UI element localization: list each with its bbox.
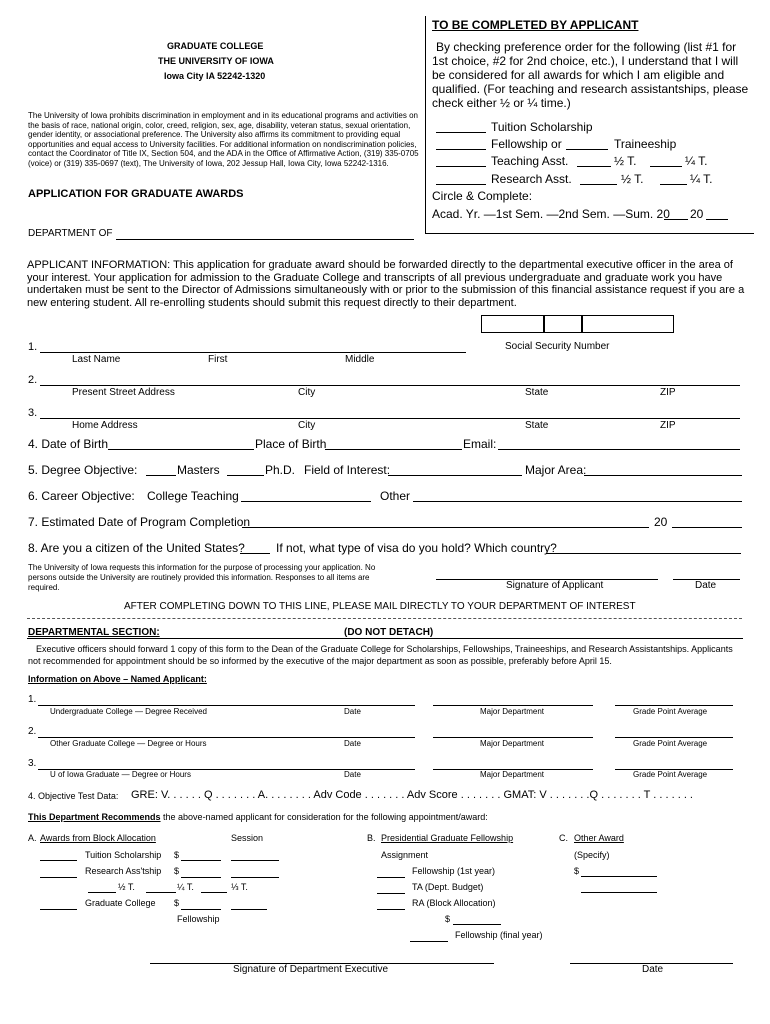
session-heading: Session <box>231 833 264 843</box>
ssn-box-2[interactable] <box>543 315 583 333</box>
traineeship-label: Traineeship <box>614 137 677 151</box>
program-completion-field[interactable] <box>242 527 649 528</box>
a-half-label: ½ T. <box>118 882 135 892</box>
ug-date-label: Date <box>344 707 361 716</box>
executive-date-label: Date <box>642 964 664 975</box>
recommends-line <box>28 812 488 822</box>
presidential-heading: Presidential Graduate Fellowship <box>381 833 514 843</box>
a-third-field[interactable] <box>201 892 227 893</box>
phd-check-field[interactable] <box>227 475 264 476</box>
ug-major-field[interactable] <box>433 705 593 706</box>
other-grad-label: Other Graduate College — Degree or Hours <box>50 739 207 748</box>
home-address-label: Home Address <box>72 420 138 431</box>
career-objective-label: 6. Career Objective: <box>28 489 135 503</box>
dept-row-3-number: 3. <box>28 758 37 769</box>
phd-label: Ph.D. <box>265 463 296 477</box>
college-teaching-field[interactable] <box>241 501 371 502</box>
fellowship-pref-field[interactable] <box>436 149 486 150</box>
row-1-number: 1. <box>28 341 38 353</box>
other-grad-major-label: Major Department <box>480 739 545 748</box>
ssn-box-3[interactable] <box>581 315 674 333</box>
research-asst-label: Research Asst. <box>491 172 572 186</box>
research-half-field[interactable] <box>580 184 617 185</box>
other-grad-gpa-label: Grade Point Average <box>633 739 708 748</box>
department-field[interactable] <box>116 239 414 240</box>
traineeship-pref-field[interactable] <box>566 149 608 150</box>
degree-objective-label: 5. Degree Objective: <box>28 463 138 477</box>
research-quarter-label: ¼ T. <box>690 172 713 186</box>
assignment-label: Assignment <box>381 850 429 860</box>
other-award-heading: Other Award <box>574 833 624 843</box>
executive-note: Executive officers should forward 1 copy of this form to the Dean of the Graduate College for Scholarships, Fellowships, Traineeships, and Research Assistantships. Applicants not recommended for appointment should be so informed by the executive of the major department as soon as possible, preferably before April 15. <box>28 644 733 666</box>
section-b-letter: B. <box>367 833 376 843</box>
c-amount-field[interactable] <box>581 876 657 877</box>
citizen-question: 8. Are you a citizen of the United States? <box>28 541 245 555</box>
b-ra-check[interactable] <box>377 909 405 910</box>
home-state-label: State <box>525 420 549 431</box>
section-c-letter: C. <box>559 833 568 843</box>
ui-grad-label: U of Iowa Graduate — Degree or Hours <box>50 770 191 779</box>
completion-year-prefix: 20 <box>654 515 668 529</box>
dept-row-2-number: 2. <box>28 726 37 737</box>
present-street-label: Present Street Address <box>72 387 175 398</box>
ssn-label: Social Security Number <box>505 341 610 352</box>
other-career-field[interactable] <box>413 501 742 502</box>
test-data-label: 4. Objective Test Data: <box>28 791 119 801</box>
ssn-box-1[interactable] <box>481 315 545 333</box>
b-ta-check[interactable] <box>377 893 405 894</box>
visa-answer-field[interactable] <box>546 553 741 554</box>
form-title: APPLICATION FOR GRADUATE AWARDS <box>28 188 244 200</box>
mail-notice: AFTER COMPLETING DOWN TO THIS LINE, PLEASE MAIL DIRECTLY TO YOUR DEPARTMENT OF INTEREST <box>124 601 636 612</box>
research-pref-field[interactable] <box>436 184 486 185</box>
privacy-note: The University of Iowa requests this information for the purpose of processing your application. No persons outside the University are routinely provided this information. Responses to all items are required. <box>28 563 376 592</box>
home-zip-label: ZIP <box>660 420 676 431</box>
b-dollar: $ <box>445 914 451 924</box>
a-quarter-label: ¼ T. <box>177 882 194 892</box>
first-name-label: First <box>208 354 228 365</box>
test-data-values[interactable]: GRE: V. . . . . . Q . . . . . . . A. . . . . . . . Adv Code . . . . . . . Adv Score . . . . . . . GMAT: V . . . . . . .Q . . . . . . . T . . . . . . . <box>131 789 693 801</box>
circle-complete-label: Circle & Complete: <box>432 189 533 203</box>
a-third-label: ⅓ T. <box>231 882 248 892</box>
applicant-signature-label: Signature of Applicant <box>506 580 604 591</box>
executive-signature-label: Signature of Department Executive <box>233 964 389 975</box>
a-tuition-amount[interactable] <box>181 860 221 861</box>
research-half-label: ½ T. <box>621 172 644 186</box>
do-not-detach: (DO NOT DETACH) <box>344 627 434 638</box>
other-career-label: Other <box>380 489 411 503</box>
present-city-label: City <box>298 387 316 398</box>
year-field-1[interactable] <box>664 219 688 220</box>
departmental-section-title: DEPARTMENTAL SECTION: <box>28 627 160 638</box>
year-prefix-2: 20 <box>690 207 704 221</box>
home-city-label: City <box>298 420 316 431</box>
other-grad-gpa-field[interactable] <box>615 737 733 738</box>
tear-line <box>27 618 742 619</box>
ug-gpa-label: Grade Point Average <box>633 707 708 716</box>
a-quarter-field[interactable] <box>146 892 176 893</box>
b-fellowship-final-label: Fellowship (final year) <box>455 930 543 940</box>
awards-block-heading: Awards from Block Allocation <box>40 833 156 843</box>
citizen-answer-field[interactable] <box>240 553 270 554</box>
a-research-label: Research Ass'tship <box>85 866 162 876</box>
masters-label: Masters <box>177 463 220 477</box>
a-research-dollar: $ <box>174 866 180 876</box>
departmental-rule <box>27 638 743 639</box>
ui-grad-major-label: Major Department <box>480 770 545 779</box>
row-2-number: 2. <box>28 374 38 386</box>
university-city: Iowa City IA 52242-1320 <box>164 71 266 81</box>
a-tuition-dollar: $ <box>174 850 180 860</box>
info-heading: Information on Above – Named Applicant: <box>28 674 207 684</box>
email-field[interactable] <box>498 449 740 450</box>
teaching-asst-label: Teaching Asst. <box>491 154 569 168</box>
other-grad-major-field[interactable] <box>433 737 593 738</box>
teaching-half-field[interactable] <box>577 166 611 167</box>
ug-major-label: Major Department <box>480 707 545 716</box>
b-amount-field[interactable] <box>453 924 501 925</box>
research-quarter-field[interactable] <box>660 184 687 185</box>
specify-label: (Specify) <box>574 850 610 860</box>
teaching-quarter-field[interactable] <box>650 166 682 167</box>
a-gradcollege-dollar: $ <box>174 898 180 908</box>
applicant-date-label: Date <box>695 580 717 591</box>
dept-row-1-number: 1. <box>28 694 37 705</box>
college-teaching-label: College Teaching <box>147 489 239 503</box>
college-name: GRADUATE COLLEGE <box>167 41 264 51</box>
other-grad-field[interactable] <box>38 737 415 738</box>
a-fellowship-label: Fellowship <box>177 914 220 924</box>
major-area-field[interactable] <box>584 475 742 476</box>
field-of-interest-label: Field of Interest: <box>304 463 391 477</box>
year-field-2[interactable] <box>706 219 728 220</box>
teaching-half-label: ½ T. <box>614 154 637 168</box>
place-of-birth-label: Place of Birth <box>255 437 327 451</box>
a-tuition-check[interactable] <box>40 860 77 861</box>
preference-instructions: By checking preference order for the following (list #1 for 1st choice, #2 for 2nd choice, etc.), I understand that I will be considered for all awards for which I am eligible and qualified. (For teaching and research assistantships, please check either ½ or ¼ time.) <box>432 40 749 110</box>
visa-question: If not, what type of visa do you hold? Which country? <box>276 541 557 555</box>
b-ta-label: TA (Dept. Budget) <box>412 882 484 892</box>
tuition-scholarship-label: Tuition Scholarship <box>491 120 593 134</box>
date-of-birth-field[interactable] <box>108 449 254 450</box>
b-fellowship-final-check[interactable] <box>410 941 448 942</box>
ug-gpa-field[interactable] <box>615 705 733 706</box>
ug-college-label: Undergraduate College — Degree Received <box>50 707 207 716</box>
present-zip-label: ZIP <box>660 387 676 398</box>
department-label: DEPARTMENT OF <box>28 228 113 239</box>
masters-check-field[interactable] <box>146 475 176 476</box>
a-gradcollege-session[interactable] <box>231 909 267 910</box>
c-specify-field[interactable] <box>581 892 657 893</box>
tuition-pref-field[interactable] <box>436 132 486 133</box>
applicant-box-border <box>425 16 426 233</box>
middle-name-label: Middle <box>345 354 375 365</box>
nondiscrimination-statement: The University of Iowa prohibits discrimination in employment and in its educational programs and activities on the basis of race, national origin, color, creed, religion, sex, age, disability, veteran status, sexual orientation, gender identity, or associational preference. The University also affirms its commitment to providing equal opportunities and equal access to University facilities. For additional information on nondiscrimination policies, contact the Coordinator of Title IX, Section 504, and the ADA in the Office of Affirmative Action, (319) 335-0705 (voice) or (319) 335-0697 (text), The University of Iowa, 202 Jessup Hall, Iowa City, Iowa 52242-1316. <box>28 111 419 168</box>
recommends-rest: the above-named applicant for consideration for the following appointment/award: <box>160 812 488 822</box>
home-address-field[interactable] <box>40 418 740 419</box>
a-research-amount[interactable] <box>181 877 221 878</box>
academic-year-options[interactable]: Acad. Yr. —1st Sem. —2nd Sem. —Sum. 20 <box>432 207 670 221</box>
fellowship-label: Fellowship or <box>491 137 562 151</box>
other-grad-date-label: Date <box>344 739 361 748</box>
applicant-box-title <box>432 18 638 32</box>
teaching-pref-field[interactable] <box>436 166 486 167</box>
name-field[interactable] <box>40 352 466 353</box>
b-fellowship-first-check[interactable] <box>377 877 405 878</box>
recommends-bold: This Department Recommends <box>28 812 161 822</box>
email-label: Email: <box>463 437 497 451</box>
place-of-birth-field[interactable] <box>325 449 462 450</box>
ui-grad-gpa-label: Grade Point Average <box>633 770 708 779</box>
teaching-quarter-label: ¼ T. <box>685 154 708 168</box>
a-gradcollege-label: Graduate College <box>85 898 156 908</box>
last-name-label: Last Name <box>72 354 121 365</box>
row-3-number: 3. <box>28 407 38 419</box>
a-research-check[interactable] <box>40 877 77 878</box>
a-gradcollege-amount[interactable] <box>181 909 221 910</box>
program-completion-label: 7. Estimated Date of Program Completion <box>28 515 251 529</box>
applicant-information-text: APPLICANT INFORMATION: This application for graduate award should be forwarded directly to the departmental executive officer in the area of your interest. Your application for admission to the Graduate College and transcripts of all previous undergraduate and graduate work you have undertaken must be sent to the Director of Admissions simultaneously with or prior to the submission of this financial assistance request if you are a new entering student. All re-enrolling students should submit this request directly to their department. <box>27 259 745 309</box>
b-ra-label: RA (Block Allocation) <box>412 898 496 908</box>
section-a-letter: A. <box>28 833 37 843</box>
university-name: THE UNIVERSITY OF IOWA <box>158 56 274 66</box>
a-half-field[interactable] <box>88 892 116 893</box>
c-dollar: $ <box>574 866 580 876</box>
a-gradcollege-check[interactable] <box>40 909 77 910</box>
applicant-box-bottom <box>425 233 754 234</box>
present-state-label: State <box>525 387 549 398</box>
date-of-birth-label: 4. Date of Birth <box>28 437 109 451</box>
ug-college-field[interactable] <box>38 705 415 706</box>
completion-year-field[interactable] <box>672 527 742 528</box>
a-tuition-label: Tuition Scholarship <box>85 850 162 860</box>
a-tuition-session[interactable] <box>231 860 279 861</box>
ui-grad-date-label: Date <box>344 770 361 779</box>
field-of-interest-field[interactable] <box>388 475 522 476</box>
major-area-label: Major Area: <box>525 463 587 477</box>
a-research-session[interactable] <box>231 877 279 878</box>
present-address-field[interactable] <box>40 385 740 386</box>
applicant-box-title-text: TO BE COMPLETED BY APPLICANT <box>432 18 639 32</box>
b-fellowship-first-label: Fellowship (1st year) <box>412 866 496 876</box>
